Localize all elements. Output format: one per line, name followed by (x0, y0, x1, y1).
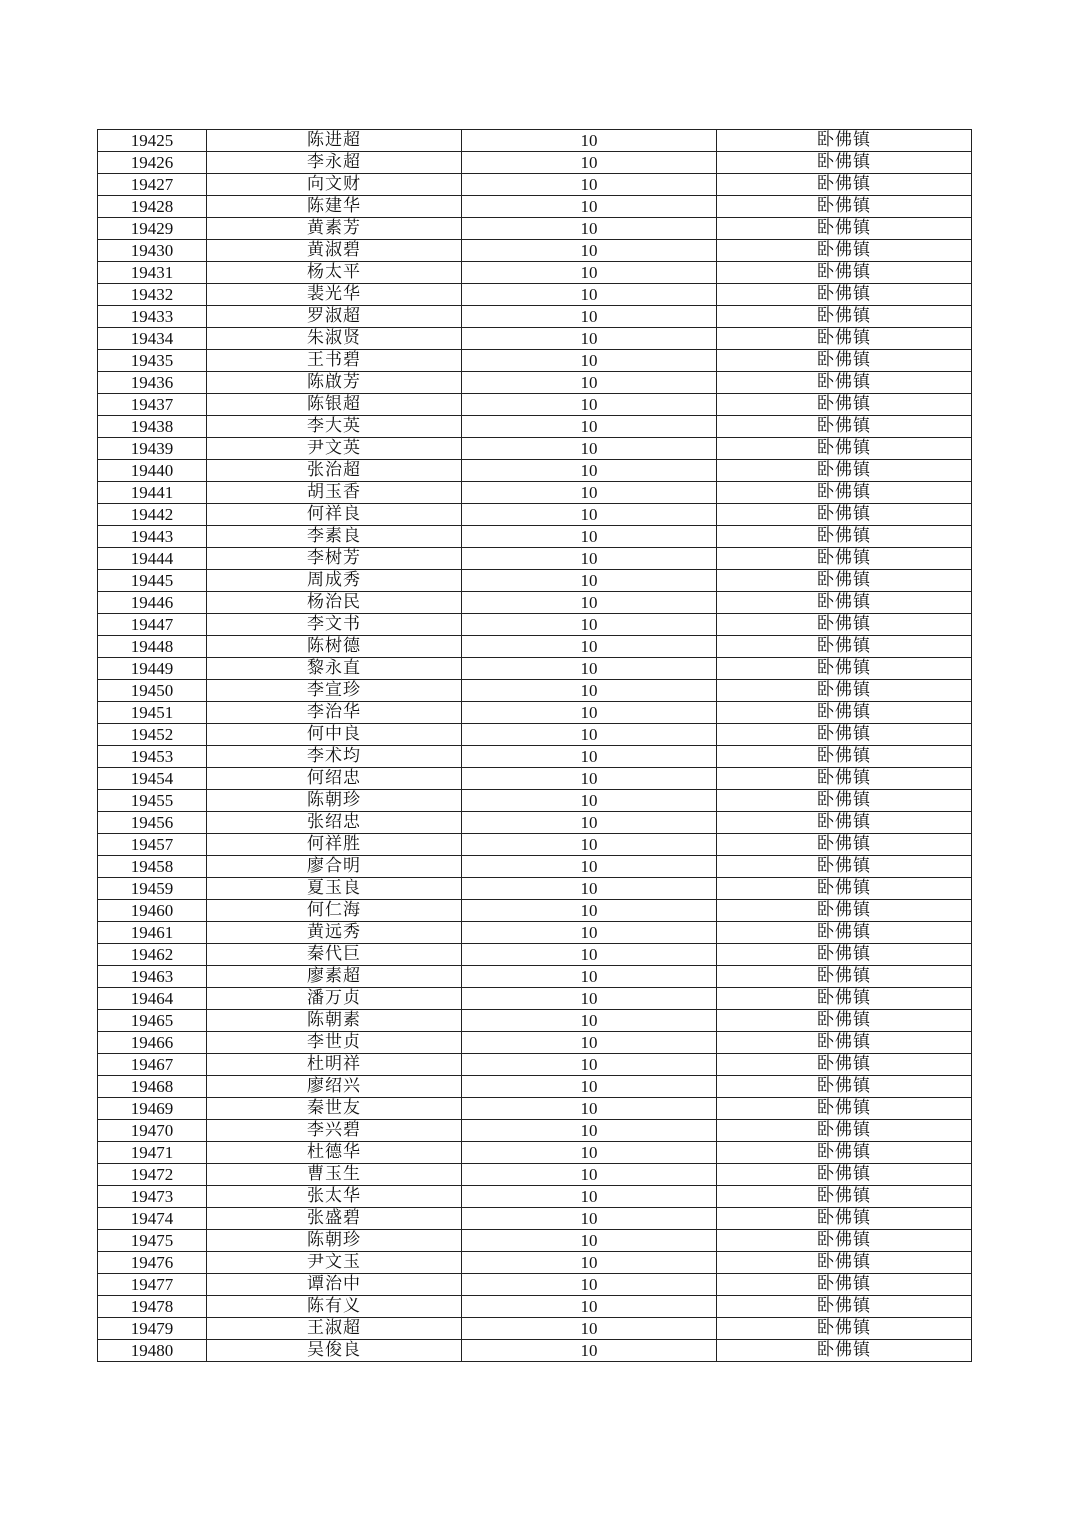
town-cell: 卧佛镇 (717, 1098, 972, 1120)
amount-cell: 10 (462, 768, 717, 790)
row-number-cell: 19454 (98, 768, 207, 790)
town-cell: 卧佛镇 (717, 372, 972, 394)
amount-cell: 10 (462, 790, 717, 812)
person-name-cell: 张盛碧 (207, 1208, 462, 1230)
person-name-cell: 何祥良 (207, 504, 462, 526)
person-name-cell: 何祥胜 (207, 834, 462, 856)
row-number-cell: 19456 (98, 812, 207, 834)
table-row (98, 944, 972, 966)
town-cell: 卧佛镇 (717, 1076, 972, 1098)
table-row (98, 482, 972, 504)
table-row (98, 1274, 972, 1296)
row-number-cell: 19425 (98, 130, 207, 152)
table-row (98, 768, 972, 790)
table-row (98, 548, 972, 570)
table-row (98, 240, 972, 262)
town-cell: 卧佛镇 (717, 790, 972, 812)
town-cell: 卧佛镇 (717, 350, 972, 372)
person-name-cell: 陈朝珍 (207, 1230, 462, 1252)
town-cell: 卧佛镇 (717, 1032, 972, 1054)
table-row (98, 504, 972, 526)
row-number-cell: 19478 (98, 1296, 207, 1318)
person-name-cell: 秦代巨 (207, 944, 462, 966)
table-row (98, 526, 972, 548)
table-row (98, 724, 972, 746)
town-cell: 卧佛镇 (717, 636, 972, 658)
person-name-cell: 何绍忠 (207, 768, 462, 790)
row-number-cell: 19457 (98, 834, 207, 856)
person-name-cell: 陈有义 (207, 1296, 462, 1318)
amount-cell: 10 (462, 1274, 717, 1296)
town-cell: 卧佛镇 (717, 1208, 972, 1230)
row-number-cell: 19476 (98, 1252, 207, 1274)
table-row (98, 1252, 972, 1274)
row-number-cell: 19470 (98, 1120, 207, 1142)
amount-cell: 10 (462, 636, 717, 658)
town-cell: 卧佛镇 (717, 1274, 972, 1296)
table-row (98, 570, 972, 592)
row-number-cell: 19461 (98, 922, 207, 944)
row-number-cell: 19465 (98, 1010, 207, 1032)
town-cell: 卧佛镇 (717, 834, 972, 856)
table-row (98, 658, 972, 680)
table-row (98, 394, 972, 416)
table-row (98, 988, 972, 1010)
table-row (98, 1120, 972, 1142)
table-row (98, 614, 972, 636)
person-name-cell: 尹文英 (207, 438, 462, 460)
person-name-cell: 李树芳 (207, 548, 462, 570)
row-number-cell: 19452 (98, 724, 207, 746)
amount-cell: 10 (462, 570, 717, 592)
town-cell: 卧佛镇 (717, 284, 972, 306)
row-number-cell: 19450 (98, 680, 207, 702)
amount-cell: 10 (462, 1010, 717, 1032)
amount-cell: 10 (462, 1076, 717, 1098)
person-name-cell: 潘万贞 (207, 988, 462, 1010)
town-cell: 卧佛镇 (717, 1340, 972, 1362)
town-cell: 卧佛镇 (717, 262, 972, 284)
table-row (98, 306, 972, 328)
town-cell: 卧佛镇 (717, 548, 972, 570)
amount-cell: 10 (462, 1252, 717, 1274)
person-name-cell: 廖绍兴 (207, 1076, 462, 1098)
row-number-cell: 19458 (98, 856, 207, 878)
person-name-cell: 杜明祥 (207, 1054, 462, 1076)
row-number-cell: 19451 (98, 702, 207, 724)
table-row (98, 1230, 972, 1252)
row-number-cell: 19467 (98, 1054, 207, 1076)
town-cell: 卧佛镇 (717, 1054, 972, 1076)
person-name-cell: 何仁海 (207, 900, 462, 922)
person-name-cell: 李文书 (207, 614, 462, 636)
amount-cell: 10 (462, 394, 717, 416)
amount-cell: 10 (462, 988, 717, 1010)
person-name-cell: 李治华 (207, 702, 462, 724)
table-row (98, 1340, 972, 1362)
table-row (98, 438, 972, 460)
amount-cell: 10 (462, 372, 717, 394)
row-number-cell: 19441 (98, 482, 207, 504)
amount-cell: 10 (462, 1230, 717, 1252)
amount-cell: 10 (462, 614, 717, 636)
town-cell: 卧佛镇 (717, 900, 972, 922)
person-name-cell: 陈朝素 (207, 1010, 462, 1032)
row-number-cell: 19434 (98, 328, 207, 350)
amount-cell: 10 (462, 504, 717, 526)
person-name-cell: 王淑超 (207, 1318, 462, 1340)
table-row (98, 174, 972, 196)
row-number-cell: 19466 (98, 1032, 207, 1054)
amount-cell: 10 (462, 438, 717, 460)
document-page (97, 129, 971, 1362)
table-row (98, 812, 972, 834)
table-row (98, 790, 972, 812)
row-number-cell: 19442 (98, 504, 207, 526)
table-row (98, 680, 972, 702)
person-name-cell: 黄淑碧 (207, 240, 462, 262)
row-number-cell: 19429 (98, 218, 207, 240)
row-number-cell: 19471 (98, 1142, 207, 1164)
row-number-cell: 19479 (98, 1318, 207, 1340)
table-row (98, 856, 972, 878)
person-name-cell: 秦世友 (207, 1098, 462, 1120)
person-name-cell: 张治超 (207, 460, 462, 482)
town-cell: 卧佛镇 (717, 768, 972, 790)
town-cell: 卧佛镇 (717, 878, 972, 900)
row-number-cell: 19440 (98, 460, 207, 482)
amount-cell: 10 (462, 724, 717, 746)
amount-cell: 10 (462, 416, 717, 438)
town-cell: 卧佛镇 (717, 812, 972, 834)
row-number-cell: 19437 (98, 394, 207, 416)
amount-cell: 10 (462, 1054, 717, 1076)
row-number-cell: 19431 (98, 262, 207, 284)
town-cell: 卧佛镇 (717, 152, 972, 174)
row-number-cell: 19459 (98, 878, 207, 900)
table-row (98, 1318, 972, 1340)
person-name-cell: 周成秀 (207, 570, 462, 592)
row-number-cell: 19474 (98, 1208, 207, 1230)
person-name-cell: 李大英 (207, 416, 462, 438)
row-number-cell: 19472 (98, 1164, 207, 1186)
person-name-cell: 夏玉良 (207, 878, 462, 900)
person-name-cell: 陈树德 (207, 636, 462, 658)
row-number-cell: 19480 (98, 1340, 207, 1362)
person-name-cell: 陈建华 (207, 196, 462, 218)
amount-cell: 10 (462, 944, 717, 966)
town-cell: 卧佛镇 (717, 218, 972, 240)
person-name-cell: 陈朝珍 (207, 790, 462, 812)
town-cell: 卧佛镇 (717, 1296, 972, 1318)
amount-cell: 10 (462, 812, 717, 834)
row-number-cell: 19473 (98, 1186, 207, 1208)
amount-cell: 10 (462, 1296, 717, 1318)
amount-cell: 10 (462, 592, 717, 614)
table-row (98, 1208, 972, 1230)
amount-cell: 10 (462, 922, 717, 944)
table-row (98, 1054, 972, 1076)
row-number-cell: 19447 (98, 614, 207, 636)
amount-cell: 10 (462, 1142, 717, 1164)
amount-cell: 10 (462, 218, 717, 240)
town-cell: 卧佛镇 (717, 482, 972, 504)
table-row (98, 372, 972, 394)
town-cell: 卧佛镇 (717, 570, 972, 592)
roster-table-body (98, 130, 972, 1362)
person-name-cell: 李素良 (207, 526, 462, 548)
town-cell: 卧佛镇 (717, 614, 972, 636)
amount-cell: 10 (462, 1340, 717, 1362)
row-number-cell: 19453 (98, 746, 207, 768)
amount-cell: 10 (462, 680, 717, 702)
amount-cell: 10 (462, 526, 717, 548)
table-row (98, 702, 972, 724)
table-row (98, 922, 972, 944)
town-cell: 卧佛镇 (717, 680, 972, 702)
amount-cell: 10 (462, 350, 717, 372)
person-name-cell: 李永超 (207, 152, 462, 174)
table-row (98, 966, 972, 988)
table-row (98, 636, 972, 658)
row-number-cell: 19426 (98, 152, 207, 174)
table-row (98, 878, 972, 900)
row-number-cell: 19428 (98, 196, 207, 218)
town-cell: 卧佛镇 (717, 328, 972, 350)
town-cell: 卧佛镇 (717, 240, 972, 262)
row-number-cell: 19433 (98, 306, 207, 328)
town-cell: 卧佛镇 (717, 438, 972, 460)
row-number-cell: 19449 (98, 658, 207, 680)
town-cell: 卧佛镇 (717, 306, 972, 328)
person-name-cell: 杜德华 (207, 1142, 462, 1164)
town-cell: 卧佛镇 (717, 196, 972, 218)
amount-cell: 10 (462, 196, 717, 218)
table-row (98, 1296, 972, 1318)
amount-cell: 10 (462, 834, 717, 856)
table-row (98, 328, 972, 350)
town-cell: 卧佛镇 (717, 746, 972, 768)
person-name-cell: 罗淑超 (207, 306, 462, 328)
row-number-cell: 19455 (98, 790, 207, 812)
town-cell: 卧佛镇 (717, 856, 972, 878)
town-cell: 卧佛镇 (717, 174, 972, 196)
person-name-cell: 曹玉生 (207, 1164, 462, 1186)
person-name-cell: 张绍忠 (207, 812, 462, 834)
row-number-cell: 19462 (98, 944, 207, 966)
person-name-cell: 杨治民 (207, 592, 462, 614)
amount-cell: 10 (462, 966, 717, 988)
row-number-cell: 19464 (98, 988, 207, 1010)
amount-cell: 10 (462, 1120, 717, 1142)
amount-cell: 10 (462, 658, 717, 680)
row-number-cell: 19427 (98, 174, 207, 196)
person-name-cell: 黎永直 (207, 658, 462, 680)
person-name-cell: 廖素超 (207, 966, 462, 988)
table-row (98, 746, 972, 768)
amount-cell: 10 (462, 900, 717, 922)
town-cell: 卧佛镇 (717, 526, 972, 548)
town-cell: 卧佛镇 (717, 966, 972, 988)
person-name-cell: 黄素芳 (207, 218, 462, 240)
row-number-cell: 19475 (98, 1230, 207, 1252)
town-cell: 卧佛镇 (717, 1230, 972, 1252)
row-number-cell: 19436 (98, 372, 207, 394)
amount-cell: 10 (462, 460, 717, 482)
town-cell: 卧佛镇 (717, 922, 972, 944)
row-number-cell: 19469 (98, 1098, 207, 1120)
table-row (98, 284, 972, 306)
person-name-cell: 尹文玉 (207, 1252, 462, 1274)
table-row (98, 350, 972, 372)
row-number-cell: 19443 (98, 526, 207, 548)
town-cell: 卧佛镇 (717, 130, 972, 152)
row-number-cell: 19448 (98, 636, 207, 658)
person-name-cell: 陈进超 (207, 130, 462, 152)
table-row (98, 1186, 972, 1208)
person-name-cell: 陈银超 (207, 394, 462, 416)
person-name-cell: 吴俊良 (207, 1340, 462, 1362)
amount-cell: 10 (462, 240, 717, 262)
person-name-cell: 黄远秀 (207, 922, 462, 944)
row-number-cell: 19444 (98, 548, 207, 570)
town-cell: 卧佛镇 (717, 1010, 972, 1032)
person-name-cell: 陈啟芳 (207, 372, 462, 394)
amount-cell: 10 (462, 1164, 717, 1186)
table-row (98, 130, 972, 152)
row-number-cell: 19432 (98, 284, 207, 306)
table-row (98, 1164, 972, 1186)
town-cell: 卧佛镇 (717, 702, 972, 724)
table-row (98, 834, 972, 856)
town-cell: 卧佛镇 (717, 944, 972, 966)
table-row (98, 460, 972, 482)
amount-cell: 10 (462, 152, 717, 174)
person-name-cell: 李兴碧 (207, 1120, 462, 1142)
person-name-cell: 裴光华 (207, 284, 462, 306)
amount-cell: 10 (462, 1032, 717, 1054)
person-name-cell: 何中良 (207, 724, 462, 746)
town-cell: 卧佛镇 (717, 1252, 972, 1274)
person-name-cell: 廖合明 (207, 856, 462, 878)
town-cell: 卧佛镇 (717, 988, 972, 1010)
amount-cell: 10 (462, 746, 717, 768)
row-number-cell: 19460 (98, 900, 207, 922)
amount-cell: 10 (462, 1186, 717, 1208)
amount-cell: 10 (462, 702, 717, 724)
amount-cell: 10 (462, 1318, 717, 1340)
amount-cell: 10 (462, 262, 717, 284)
table-row (98, 1142, 972, 1164)
amount-cell: 10 (462, 130, 717, 152)
amount-cell: 10 (462, 482, 717, 504)
row-number-cell: 19446 (98, 592, 207, 614)
amount-cell: 10 (462, 548, 717, 570)
row-number-cell: 19463 (98, 966, 207, 988)
person-name-cell: 朱淑贤 (207, 328, 462, 350)
town-cell: 卧佛镇 (717, 460, 972, 482)
amount-cell: 10 (462, 1208, 717, 1230)
town-cell: 卧佛镇 (717, 1164, 972, 1186)
table-row (98, 262, 972, 284)
row-number-cell: 19438 (98, 416, 207, 438)
table-row (98, 1032, 972, 1054)
amount-cell: 10 (462, 878, 717, 900)
town-cell: 卧佛镇 (717, 1142, 972, 1164)
table-row (98, 152, 972, 174)
amount-cell: 10 (462, 1098, 717, 1120)
town-cell: 卧佛镇 (717, 592, 972, 614)
amount-cell: 10 (462, 306, 717, 328)
town-cell: 卧佛镇 (717, 658, 972, 680)
row-number-cell: 19430 (98, 240, 207, 262)
town-cell: 卧佛镇 (717, 1186, 972, 1208)
row-number-cell: 19445 (98, 570, 207, 592)
person-name-cell: 李宣珍 (207, 680, 462, 702)
town-cell: 卧佛镇 (717, 504, 972, 526)
table-row (98, 1076, 972, 1098)
table-row (98, 218, 972, 240)
table-row (98, 900, 972, 922)
row-number-cell: 19468 (98, 1076, 207, 1098)
amount-cell: 10 (462, 328, 717, 350)
amount-cell: 10 (462, 856, 717, 878)
amount-cell: 10 (462, 284, 717, 306)
row-number-cell: 19435 (98, 350, 207, 372)
amount-cell: 10 (462, 174, 717, 196)
person-name-cell: 胡玉香 (207, 482, 462, 504)
person-name-cell: 李术均 (207, 746, 462, 768)
person-name-cell: 李世贞 (207, 1032, 462, 1054)
town-cell: 卧佛镇 (717, 416, 972, 438)
town-cell: 卧佛镇 (717, 1318, 972, 1340)
table-row (98, 592, 972, 614)
table-row (98, 196, 972, 218)
person-name-cell: 王书碧 (207, 350, 462, 372)
town-cell: 卧佛镇 (717, 724, 972, 746)
row-number-cell: 19439 (98, 438, 207, 460)
person-name-cell: 向文财 (207, 174, 462, 196)
row-number-cell: 19477 (98, 1274, 207, 1296)
table-row (98, 1010, 972, 1032)
table-row (98, 416, 972, 438)
person-name-cell: 张太华 (207, 1186, 462, 1208)
town-cell: 卧佛镇 (717, 1120, 972, 1142)
person-name-cell: 谭治中 (207, 1274, 462, 1296)
roster-table (97, 129, 972, 1362)
person-name-cell: 杨太平 (207, 262, 462, 284)
town-cell: 卧佛镇 (717, 394, 972, 416)
table-row (98, 1098, 972, 1120)
